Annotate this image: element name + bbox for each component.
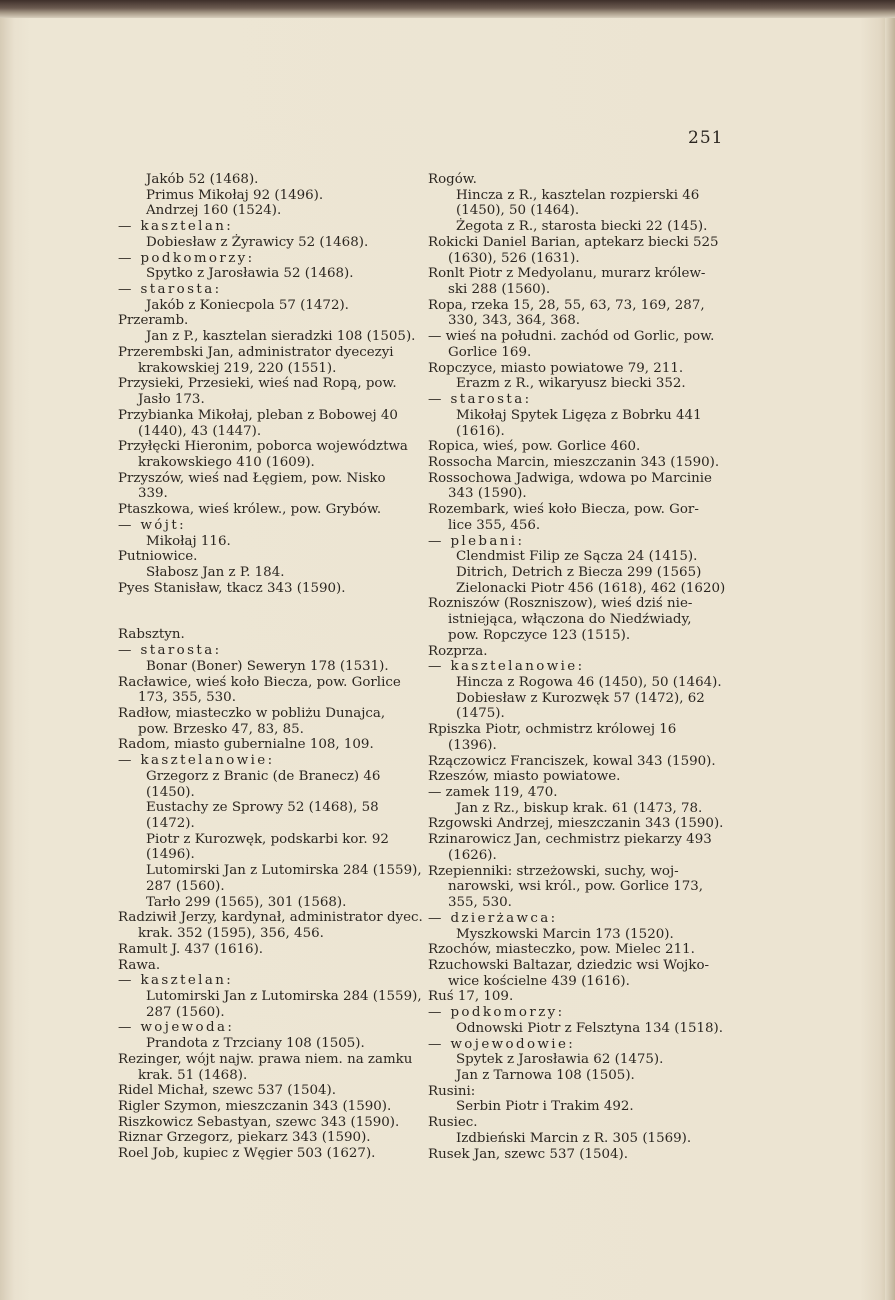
index-subentry: krak. 352 (1595), 356, 456. — [138, 926, 324, 942]
index-subentry: 173, 355, 530. — [138, 690, 236, 706]
index-entry: Przybianka Mikołaj, pleban z Bobowej 40 — [118, 407, 398, 423]
index-entry: Ramult J. 437 (1616). — [118, 941, 264, 957]
index-entry: Radziwił Jerzy, kardynał, administrator dyec. — [118, 910, 423, 926]
index-entry: Ronlt Piotr z Medyolanu, murarz królew- — [428, 266, 706, 282]
index-subentry: Prandota z Trzciany 108 (1505). — [146, 1036, 365, 1052]
index-entry: Radom, miasto gubernialne 108, 109. — [118, 737, 374, 753]
index-entry: Rossocha Marcin, mieszczanin 343 (1590). — [428, 454, 720, 470]
index-entry: Rogów. — [428, 172, 477, 187]
index-subentry: Lutomirski Jan z Lutomirska 284 (1559), — [146, 988, 422, 1004]
index-subentry: krak. 51 (1468). — [138, 1067, 248, 1083]
index-entry: Rabsztyn. — [118, 627, 185, 643]
index-entry: — kasztelan: — [118, 219, 234, 235]
index-entry: Ruś 17, 109. — [428, 989, 514, 1005]
index-entry: — wieś na południ. zachód od Gorlic, pow. — [428, 329, 715, 345]
index-entry: Rpiszka Piotr, ochmistrz królowej 16 — [428, 722, 677, 738]
index-subentry: 339. — [138, 486, 168, 502]
page-right-edge — [885, 18, 895, 1300]
index-subentry: Hincza z Rogowa 46 (1450), 50 (1464). — [456, 675, 722, 690]
index-subentry: Erazm z R., wikaryusz biecki 352. — [456, 376, 686, 392]
index-subentry: Tarło 299 (1565), 301 (1568). — [146, 894, 347, 910]
index-subentry: Gorlice 169. — [448, 344, 532, 360]
index-entry: — starosta: — [118, 643, 222, 659]
index-subentry: Odnowski Piotr z Felsztyna 134 (1518). — [456, 1020, 724, 1036]
index-subentry: Żegota z R., starosta biecki 22 (145). — [456, 219, 708, 235]
index-entry: Roel Job, kupiec z Węgier 503 (1627). — [118, 1146, 376, 1162]
index-entry: Rokicki Daniel Barian, aptekarz biecki 525 — [428, 234, 719, 250]
index-entry: Rzinarowicz Jan, cechmistrz piekarzy 493 — [428, 832, 712, 848]
index-entry: — kasztelanowie: — [428, 659, 585, 675]
index-column-right — [428, 172, 728, 1162]
index-subentry: (1496). — [146, 847, 195, 863]
index-subentry: krakowskiego 410 (1609). — [138, 454, 315, 470]
index-entry: Rusini: — [428, 1083, 476, 1099]
index-entry: Rusek Jan, szewc 537 (1504). — [428, 1146, 629, 1162]
index-entry: — podkomorzy: — [118, 250, 255, 266]
index-entry: Rozembark, wieś koło Biecza, pow. Gor- — [428, 502, 699, 518]
index-subentry: (1440), 43 (1447). — [138, 423, 262, 439]
index-subentry: (1472). — [146, 816, 195, 832]
index-entry: — dzierżawca: — [428, 910, 558, 926]
index-entry: — podkomorzy: — [428, 1005, 565, 1021]
index-entry: Rezinger, wójt najw. prawa niem. na zamku — [118, 1051, 413, 1067]
index-subentry: wice kościelne 439 (1616). — [448, 973, 630, 989]
index-subentry: Grzegorz z Branic (de Branecz) 46 — [146, 768, 381, 784]
index-entry: Rusiec. — [428, 1115, 478, 1131]
index-subentry: Jan z P., kasztelan sieradzki 108 (1505). — [146, 329, 416, 345]
index-subentry: Piotr z Kurozwęk, podskarbi kor. 92 — [146, 831, 389, 847]
index-subentry: Primus Mikołaj 92 (1496). — [146, 187, 324, 203]
index-entry: Rigler Szymon, mieszczanin 343 (1590). — [118, 1098, 392, 1114]
index-entry: Przeramb. — [118, 313, 189, 329]
index-entry: Rozprza. — [428, 643, 488, 659]
index-entry: Rzgowski Andrzej, mieszczanin 343 (1590). — [428, 816, 724, 832]
index-entry: Rzeszów, miasto powiatowe. — [428, 769, 621, 785]
index-subentry: Zielonacki Piotr 456 (1618), 462 (1620) — [456, 580, 726, 596]
index-subentry: (1630), 526 (1631). — [448, 250, 580, 266]
index-subentry: Jan z Rz., biskup krak. 61 (1473, 78. — [456, 800, 703, 816]
index-subentry: Hincza z R., kasztelan rozpierski 46 — [456, 187, 700, 203]
index-subentry: 287 (1560). — [146, 1004, 225, 1020]
index-entry: Przyłęcki Hieronim, poborca województwa — [118, 439, 408, 455]
index-subentry: (1450), 50 (1464). — [456, 203, 580, 219]
index-entry: Putniowice. — [118, 549, 198, 565]
index-subentry: ski 288 (1560). — [448, 282, 551, 298]
page-number: 251 — [688, 128, 724, 148]
index-subentry: Spytko z Jarosławia 52 (1468). — [146, 266, 354, 282]
index-subentry: 343 (1590). — [448, 486, 527, 502]
index-entry: — wojewoda: — [118, 1020, 235, 1036]
index-subentry: Spytek z Jarosławia 62 (1475). — [456, 1052, 664, 1068]
index-entry: Riznar Grzegorz, piekarz 343 (1590). — [118, 1130, 371, 1146]
index-entry: Rzepienniki: strzeżowski, suchy, woj- — [428, 863, 679, 879]
index-subentry: Clendmist Filip ze Sącza 24 (1415). — [456, 549, 698, 565]
index-entry: Przerembski Jan, administrator dyecezyi — [118, 344, 394, 360]
index-entry: Pyes Stanisław, tkacz 343 (1590). — [118, 580, 346, 596]
index-subentry: (1475). — [456, 706, 505, 722]
index-subentry: (1450). — [146, 784, 195, 800]
index-entry: Rozniszów (Roszniszow), wieś dziś nie- — [428, 596, 693, 612]
index-subentry: (1626). — [448, 847, 497, 863]
index-subentry: 287 (1560). — [146, 878, 225, 894]
index-entry: Rossochowa Jadwiga, wdowa po Marcinie — [428, 470, 712, 486]
index-subentry: Izdbieński Marcin z R. 305 (1569). — [456, 1130, 692, 1146]
index-subentry: krakowskiej 219, 220 (1551). — [138, 360, 337, 376]
index-entry: — kasztelan: — [118, 973, 234, 989]
index-entry: Riszkowicz Sebastyan, szewc 343 (1590). — [118, 1114, 400, 1130]
index-subentry: Jakób 52 (1468). — [146, 172, 259, 187]
index-subentry: Dobiesław z Kurozwęk 57 (1472), 62 — [456, 690, 705, 706]
index-entry: Przysieki, Przesieki, wieś nad Ropą, pow. — [118, 376, 397, 392]
index-subentry: (1616). — [456, 423, 505, 439]
section-gap — [118, 596, 418, 627]
index-entry: — plebani: — [428, 533, 525, 549]
index-subentry: lice 355, 456. — [448, 517, 541, 533]
index-entry: Rawa. — [118, 957, 161, 973]
index-entry: — wojewodowie: — [428, 1036, 576, 1052]
index-subentry: Mikołaj Spytek Ligęza z Bobrku 441 — [456, 407, 702, 423]
index-entry: — starosta: — [428, 392, 532, 408]
index-entry: Racławice, wieś koło Biecza, pow. Gorlice — [118, 674, 401, 690]
index-entry: Ropczyce, miasto powiatowe 79, 211. — [428, 360, 684, 376]
index-entry: Rzochów, miasteczko, pow. Mielec 211. — [428, 942, 695, 958]
index-subentry: pow. Ropczyce 123 (1515). — [448, 627, 631, 643]
index-entry: — wójt: — [118, 517, 187, 533]
index-subentry: Myszkowski Marcin 173 (1520). — [456, 926, 674, 942]
index-subentry: Lutomirski Jan z Lutomirska 284 (1559), — [146, 863, 422, 879]
index-subentry: Mikołaj 116. — [146, 533, 231, 549]
index-subentry: (1396). — [448, 737, 497, 753]
page-top-edge — [0, 0, 895, 18]
index-subentry: narowski, wsi król., pow. Gorlice 173, — [448, 879, 704, 895]
index-subentry: Ditrich, Detrich z Biecza 299 (1565) — [456, 564, 702, 580]
index-entry: — zamek 119, 470. — [428, 785, 558, 801]
index-subentry: Serbin Piotr i Trakim 492. — [456, 1099, 634, 1115]
index-subentry: Andrzej 160 (1524). — [146, 203, 282, 219]
index-subentry: 330, 343, 364, 368. — [448, 313, 581, 329]
index-subentry: istniejąca, włączona do Niedźwiady, — [448, 612, 692, 628]
index-subentry: Jasło 173. — [138, 392, 205, 408]
index-entry: Rzuchowski Baltazar, dziedzic wsi Wojko- — [428, 957, 710, 973]
index-subentry: Jakób z Koniecpola 57 (1472). — [146, 297, 349, 313]
index-entry: Ptaszkowa, wieś królew., pow. Grybów. — [118, 502, 382, 518]
index-entry: Ridel Michał, szewc 537 (1504). — [118, 1083, 337, 1099]
index-entry: Ropa, rzeka 15, 28, 55, 63, 73, 169, 287, — [428, 297, 705, 313]
index-subentry: Dobiesław z Żyrawicy 52 (1468). — [146, 234, 369, 250]
index-subentry: pow. Brzesko 47, 83, 85. — [138, 721, 304, 737]
index-entry: Radłow, miasteczko w pobliżu Dunajca, — [118, 706, 386, 721]
index-entry: — kasztelanowie: — [118, 753, 275, 769]
index-subentry: Eustachy ze Sprowy 52 (1468), 58 — [146, 800, 379, 816]
index-entry: Ropica, wieś, pow. Gorlice 460. — [428, 439, 641, 455]
index-column-left — [118, 172, 423, 1162]
index-subentry: Słabosz Jan z P. 184. — [146, 564, 285, 580]
index-entry: — starosta: — [118, 282, 222, 298]
index-subentry: Bonar (Boner) Seweryn 178 (1531). — [146, 658, 389, 674]
index-subentry: 355, 530. — [448, 895, 512, 911]
index-subentry: Jan z Tarnowa 108 (1505). — [456, 1067, 635, 1083]
index-entry: Przyszów, wieś nad Łęgiem, pow. Nisko — [118, 470, 386, 486]
index-entry: Rzączowicz Franciszek, kowal 343 (1590). — [428, 753, 716, 769]
